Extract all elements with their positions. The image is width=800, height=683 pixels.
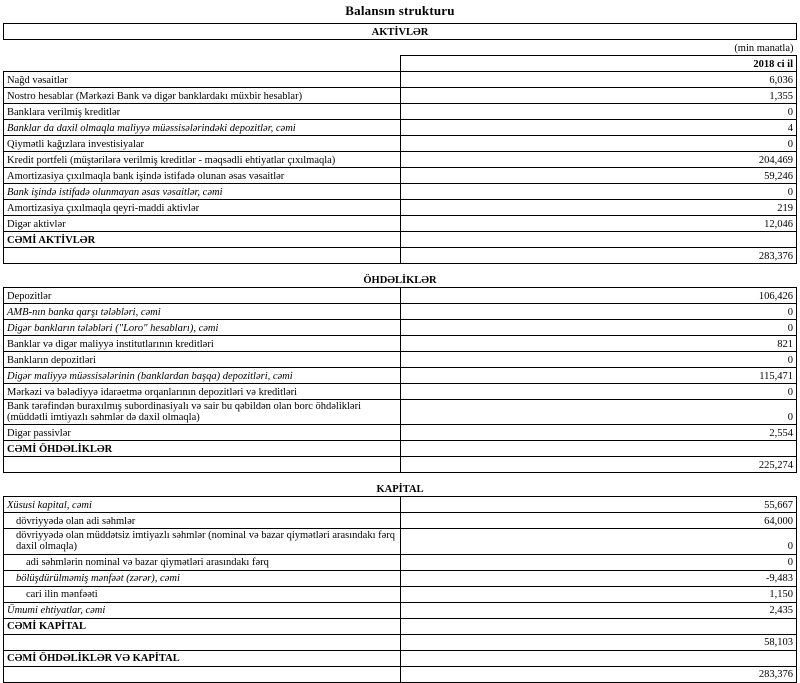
row-value: 219: [400, 200, 797, 216]
row-label: dövriyyədə olan müddətsiz imtiyazlı səhmlər (nominal və bazar qiymətləri arasındakı fərq daxil olmaqla): [4, 529, 401, 554]
capital-table: [3, 481, 797, 682]
row-value: 1,355: [400, 88, 797, 104]
row-value: 106,426: [400, 288, 797, 304]
table-row: [4, 304, 797, 320]
row-value: 0: [400, 384, 797, 400]
row-label: Nağd vəsaitlər: [4, 72, 401, 88]
column-header-year: 2018 ci il: [400, 56, 797, 72]
table-row: [4, 200, 797, 216]
row-label: Ümumi ehtiyatlar, cəmi: [4, 602, 401, 618]
row-label: Bank tərəfindən buraxılmış subordinasiyalı və sair bu qəbildən olan borc öhdəlikləri (müddətli imtiyazlı səhmlər də daxil olmaqla): [4, 400, 401, 425]
assets-table: [3, 23, 797, 264]
section-heading-liabilities: ÖHDƏLİKLƏR: [363, 274, 437, 286]
row-label: adi səhmlərin nominal və bazar qiymətləri arasındakı fərq: [4, 554, 401, 570]
total-value-row-liabilities: [4, 457, 797, 473]
row-value: 4: [400, 120, 797, 136]
row-value: 0: [400, 136, 797, 152]
table-row: [4, 320, 797, 336]
row-value: 0: [400, 352, 797, 368]
table-row: [4, 104, 797, 120]
total-row-assets: [4, 232, 797, 248]
table-row: [4, 529, 797, 554]
row-label: Banklara verilmiş kreditlər: [4, 104, 401, 120]
row-label: Digər passivlər: [4, 425, 401, 441]
row-label: Digər bankların tələbləri ("Loro" hesabları), cəmi: [4, 320, 401, 336]
row-value: 0: [400, 304, 797, 320]
section-heading-capital: KAPİTAL: [376, 484, 424, 496]
row-label: Kredit portfeli (müştərilərə verilmiş kreditlər - məqsədli ehtiyatlar çıxılmaqla): [4, 152, 401, 168]
table-row: [4, 368, 797, 384]
table-row: [4, 497, 797, 513]
divider: [0, 264, 800, 272]
table-row: [4, 184, 797, 200]
total-label-spacer: [4, 634, 401, 650]
table-row: [4, 586, 797, 602]
row-label: Digər aktivlər: [4, 216, 401, 232]
row-label: Depozitlər: [4, 288, 401, 304]
total-value-spacer: [400, 232, 797, 248]
table-row: [4, 352, 797, 368]
row-value: 821: [400, 336, 797, 352]
liabilities-table: [3, 272, 797, 473]
row-value: -9,483: [400, 570, 797, 586]
row-value: 59,246: [400, 168, 797, 184]
spacer-cell-2: [4, 56, 401, 72]
grand-total-label-spacer: [4, 666, 401, 682]
total-value-spacer: [400, 618, 797, 634]
grand-total-value-row: [4, 666, 797, 682]
section-heading-assets: AKTİVLƏR: [4, 24, 797, 40]
row-label: Mərkəzi və bələdiyyə idarəetmə orqanlarının depozitləri və kreditləri: [4, 384, 401, 400]
spacer-cell: [4, 40, 401, 56]
row-value: 0: [400, 320, 797, 336]
row-value: 0: [400, 400, 797, 425]
row-label: Bank işində istifadə olunmayan əsas vəsaitlər, cəmi: [4, 184, 401, 200]
table-row: [4, 88, 797, 104]
year-header-row: [4, 56, 797, 72]
total-value: 225,274: [400, 457, 797, 473]
row-value: 0: [400, 184, 797, 200]
grand-total-value-spacer: [400, 650, 797, 666]
table-row: [4, 400, 797, 425]
total-value: 283,376: [400, 248, 797, 264]
row-value: 12,046: [400, 216, 797, 232]
total-label: CƏMİ KAPİTAL: [4, 618, 401, 634]
row-label: dövriyyədə olan adi səhmlər: [4, 513, 401, 529]
unit-note: (min manatla): [734, 42, 794, 54]
total-value: 58,103: [400, 634, 797, 650]
divider-2: [0, 473, 800, 481]
row-value: 64,000: [400, 513, 797, 529]
total-label: CƏMİ ÖHDƏLİKLƏR: [4, 441, 401, 457]
table-row: [4, 72, 797, 88]
table-row: [4, 136, 797, 152]
row-value: 6,036: [400, 72, 797, 88]
row-label: Bankların depozitləri: [4, 352, 401, 368]
row-label: Banklar da daxil olmaqla maliyyə müəssisələrindəki depozitlər, cəmi: [4, 120, 401, 136]
total-value-row-capital: [4, 634, 797, 650]
table-row: [4, 168, 797, 184]
unit-note-row: [4, 40, 797, 56]
row-value: 0: [400, 104, 797, 120]
total-label-spacer: [4, 248, 401, 264]
row-value: 115,471: [400, 368, 797, 384]
total-row-capital: [4, 618, 797, 634]
row-label: AMB-nın banka qarşı tələbləri, cəmi: [4, 304, 401, 320]
row-label: bölüşdürülməmiş mənfəət (zərər), cəmi: [4, 570, 401, 586]
grand-total-row: [4, 650, 797, 666]
row-label: Qiymətli kağızlara investisiyalar: [4, 136, 401, 152]
table-row: [4, 152, 797, 168]
table-row: [4, 570, 797, 586]
total-label-spacer: [4, 457, 401, 473]
grand-total-label: CƏMİ ÖHDƏLİKLƏR VƏ KAPİTAL: [4, 650, 401, 666]
table-row: [4, 120, 797, 136]
row-label: Digər maliyyə müəssisələrinin (banklardan başqa) depozitləri, cəmi: [4, 368, 401, 384]
row-label: Amortizasiya çıxılmaqla bank işində istifadə olunan əsas vəsaitlər: [4, 168, 401, 184]
row-value: 2,435: [400, 602, 797, 618]
row-value: 55,667: [400, 497, 797, 513]
total-value-row-assets: [4, 248, 797, 264]
total-value-spacer: [400, 441, 797, 457]
table-row: [4, 288, 797, 304]
section-header-row: [4, 272, 797, 288]
row-label: Xüsusi kapital, cəmi: [4, 497, 401, 513]
table-row: [4, 602, 797, 618]
row-label: Amortizasiya çıxılmaqla qeyri-maddi aktivlər: [4, 200, 401, 216]
table-row: [4, 425, 797, 441]
row-label: Nostro hesablar (Mərkəzi Bank və digər banklardakı müxbir hesablar): [4, 88, 401, 104]
page-title: Balansın strukturu: [345, 3, 455, 18]
table-row: [4, 216, 797, 232]
row-value: 0: [400, 554, 797, 570]
table-row: [4, 554, 797, 570]
table-row: [4, 513, 797, 529]
section-header-row: [4, 24, 797, 40]
row-value: 1,150: [400, 586, 797, 602]
total-label: CƏMİ AKTİVLƏR: [4, 232, 401, 248]
row-value: 0: [400, 529, 797, 554]
section-header-row: [4, 481, 797, 497]
total-row-liabilities: [4, 441, 797, 457]
table-row: [4, 384, 797, 400]
table-row: [4, 336, 797, 352]
row-label: cari ilin mənfəəti: [4, 586, 401, 602]
grand-total-value: 283,376: [400, 666, 797, 682]
row-value: 204,469: [400, 152, 797, 168]
row-label: Banklar və digər maliyyə institutlarının kreditləri: [4, 336, 401, 352]
row-value: 2,554: [400, 425, 797, 441]
